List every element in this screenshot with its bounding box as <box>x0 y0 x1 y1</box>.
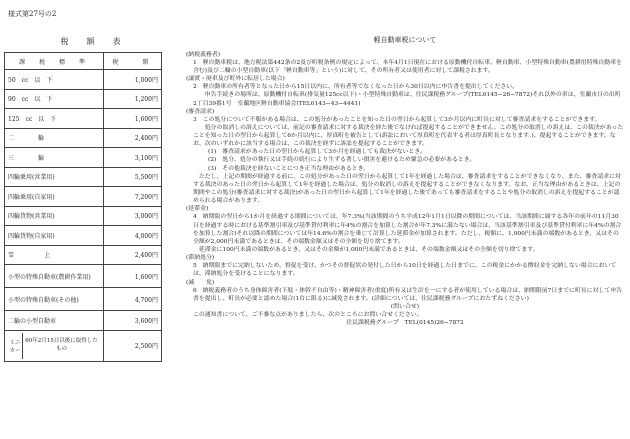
row-amount: 1,600円 <box>104 109 162 129</box>
row-category: 50 cc 以 下 <box>5 70 104 90</box>
row-category: 四輪乗用(営業用) <box>5 167 104 187</box>
table-row <box>5 128 162 148</box>
row-category: 二 輪 <box>5 128 104 148</box>
section-heading: (納税義務者) <box>186 51 221 58</box>
table-row-mini-car <box>5 330 162 361</box>
row-category: 雪 上 <box>5 245 104 265</box>
section-paragraph: 延滞金に100円未満の端数があるとき、又はその金額が1,000円未満であるときは、その端数金額又はその全額を切り捨てます。 <box>193 247 539 254</box>
table-row <box>5 167 162 187</box>
row-amount: 1,200円 <box>104 89 162 109</box>
header-amount: 税 額 <box>104 53 162 70</box>
form-number: 様式第27号の2 <box>8 10 57 18</box>
section-heading: (減 免) <box>186 279 215 286</box>
table-row <box>5 206 162 226</box>
row-category: 小型の特殊自動車(農耕作業用) <box>5 265 104 288</box>
section-paragraph: 1 軽自動車税は、地方税法第442条の2及び町税条例の規定によって、本年4月1日現在における原動機付自転車、軽自動車、小型特殊自動車(農耕用特殊自動車を含む)及び二輪の小型自動車(以下「軽自動車等」という)に対して、その所有者又は使用者に対して課税されます。 <box>193 59 622 74</box>
inquiry-text: この通知書について、ご不審な点がありましたら、次のところにお問い合せください。 <box>193 312 423 319</box>
section-paragraph: 4 納期限の翌日から1か月を経過する期間については、年7.3%(当該期間のうち平成12年1月1日以降の期間については、当該期間に属する各年の前年の11月30日を経過する時における基準割引率及び基準貸付利率に年4%の割合を加算した割合が年7.3%に満たない場合は、当該基準割引率及び基準貸付利率に年4%の割合を加算した割合)それ以降の期間については年14.6%の割合を乗じて計算した延滞金が加算されます。ただし、税額に、1,000円未満の端数があるとき、又はその全額が2,000円未満であるときは、その端数金額又はその全額を切り捨てます。 <box>193 214 622 245</box>
section-paragraph: 6 納税義務者のうち身体障害者(下肢・体幹不自由等)・精神障害者(重度)所有又は生計を一にする者が使用している場合は、納期限前7日までに町長に対して申告書を提出し、町長が必要と認めた場合(1台に限る)に減免されます。(詳細については、住民課税務グループにおたずねください) <box>193 287 623 302</box>
section-paragraph: 申告手続きの場所は、原動機付自転車(排気量125cc以下)・小型特殊自動車は、住民課税務グループ(TEL0145−26−7872)それ以外の車は、室蘭市日の出町2丁目39番1号 室蘭地区軽自動車協会(TEL0143−43−4441) <box>193 92 621 107</box>
table-row <box>5 245 162 265</box>
row-amount: 5,500円 <box>104 167 162 187</box>
table-row <box>5 187 162 207</box>
row-category: 二輪の小型自動車 <box>5 311 104 331</box>
row-category: 四輪貨物(営業用) <box>5 206 104 226</box>
row-category: 四輪乗用(自家用) <box>5 187 104 207</box>
row-amount: 1,000円 <box>104 70 162 90</box>
inquiry-heading: (問い合せ) <box>390 304 420 311</box>
section-paragraph: ただし、上記の期間が経過する前に、この処分があった日の翌日から起算して1年を経過した場合は、審査請求をすることができなくなり、また、審査請求に対する裁決のあった日の翌日から起算して1年を経過した場合は、処分の取消しの訴えを提起することができなくなります。なお、正当な理由があるときは、上記の期間やこの処分(審査請求に対する裁決)があった日の翌日から起算して1年を経過した後であっても審査請求をすることや処分の取消しの訴えを提起することが認められる場合があります。 <box>193 173 621 205</box>
section-paragraph: 2 軽自動車の所有者等となった日から15日以内に、所有者等でなくなった日から30日以内に申告書を提出してください。 <box>193 84 519 91</box>
table-row <box>5 148 162 168</box>
tax-rate-table <box>4 52 162 362</box>
table-header-row <box>5 53 162 70</box>
row-category: 90 cc 以 下 <box>5 89 104 109</box>
row-amount: 2,400円 <box>104 128 162 148</box>
table-row <box>5 89 162 109</box>
section-heading: (延滞金) <box>186 206 209 213</box>
mini-car-amount: 2,500円 <box>104 330 162 361</box>
document-body <box>186 51 624 303</box>
table-row <box>5 265 162 288</box>
row-category: 125 cc 以 下 <box>5 109 104 129</box>
row-category: 四輪貨物(自家用) <box>5 226 104 246</box>
row-amount: 3,600円 <box>104 311 162 331</box>
table-row <box>5 226 162 246</box>
header-category: 課 税 標 準 <box>5 53 104 70</box>
row-amount: 3,100円 <box>104 148 162 168</box>
tax-table-title: 税 額 表 <box>60 37 126 46</box>
section-heading: (審査請求) <box>186 108 215 115</box>
contact-info: 住民課税務グループ TEL(0145)26−7872 <box>346 320 464 327</box>
section-heading: (滞納処分) <box>186 255 215 262</box>
table-row <box>5 109 162 129</box>
row-category: 三 輪 <box>5 148 104 168</box>
row-amount: 4,000円 <box>104 226 162 246</box>
section-paragraph: 5 納期限までに完納しないため、督促を受け、かつその督促状の発付した日から10日を経過した日までに、この税金にかかる徴収金を完納しない場合においては、滞納処分を受けることになります。 <box>193 263 617 278</box>
mini-car-note: 60年2月15日以後に取得したもの <box>25 338 98 352</box>
row-amount: 3,000円 <box>104 206 162 226</box>
row-amount: 2,400円 <box>104 245 162 265</box>
mini-car-label <box>8 333 23 359</box>
table-row <box>5 311 162 331</box>
section-paragraph: 3 この処分について不服がある場合は、この処分があったことを知った日の翌日から起算して3か月以内に町長に対して審査請求をすることができます。 <box>193 116 601 123</box>
table-row <box>5 70 162 90</box>
section-paragraph: 処分の取消しの訴えについては、前記の審査請求に対する裁決を経た後でなければ提起することができません。この処分の取消しの訴えは、この裁決があったことを知った日の翌日から起算して6か月以内に、厚真町を被告として(訴訟において厚真町を代表する者は厚真町長となります。)、提起することができます。なお、次のいずれかに該当する場合は、この裁決を経ずに訴訟を提起することができます。 <box>193 124 624 148</box>
row-amount: 1,600円 <box>104 265 162 288</box>
table-row <box>5 288 162 311</box>
mini-car-label-2: カー <box>9 347 21 354</box>
document-title: 軽自動車税について <box>373 36 437 44</box>
row-category: 小型の特殊自動車(その他) <box>5 288 104 311</box>
mini-car-label-1: ミニ <box>9 339 21 346</box>
section-heading: (譲渡・廃車及び町外に転居した場合) <box>186 76 285 83</box>
row-amount: 7,200円 <box>104 187 162 207</box>
section-paragraph: (3) その他裁決を経ないことにつき正当な理由があるとき。 <box>208 165 370 172</box>
row-amount: 4,700円 <box>104 288 162 311</box>
light-vehicle-tax-notice <box>186 36 624 327</box>
section-paragraph: (2) 処分、処分の執行又は手続の続行により生ずる著しい損害を避けるため緊急の必要があるとき。 <box>208 157 476 164</box>
section-paragraph: (1) 審査請求があった日の翌日から起算して3か月を経過しても裁決がないとき。 <box>208 149 426 156</box>
